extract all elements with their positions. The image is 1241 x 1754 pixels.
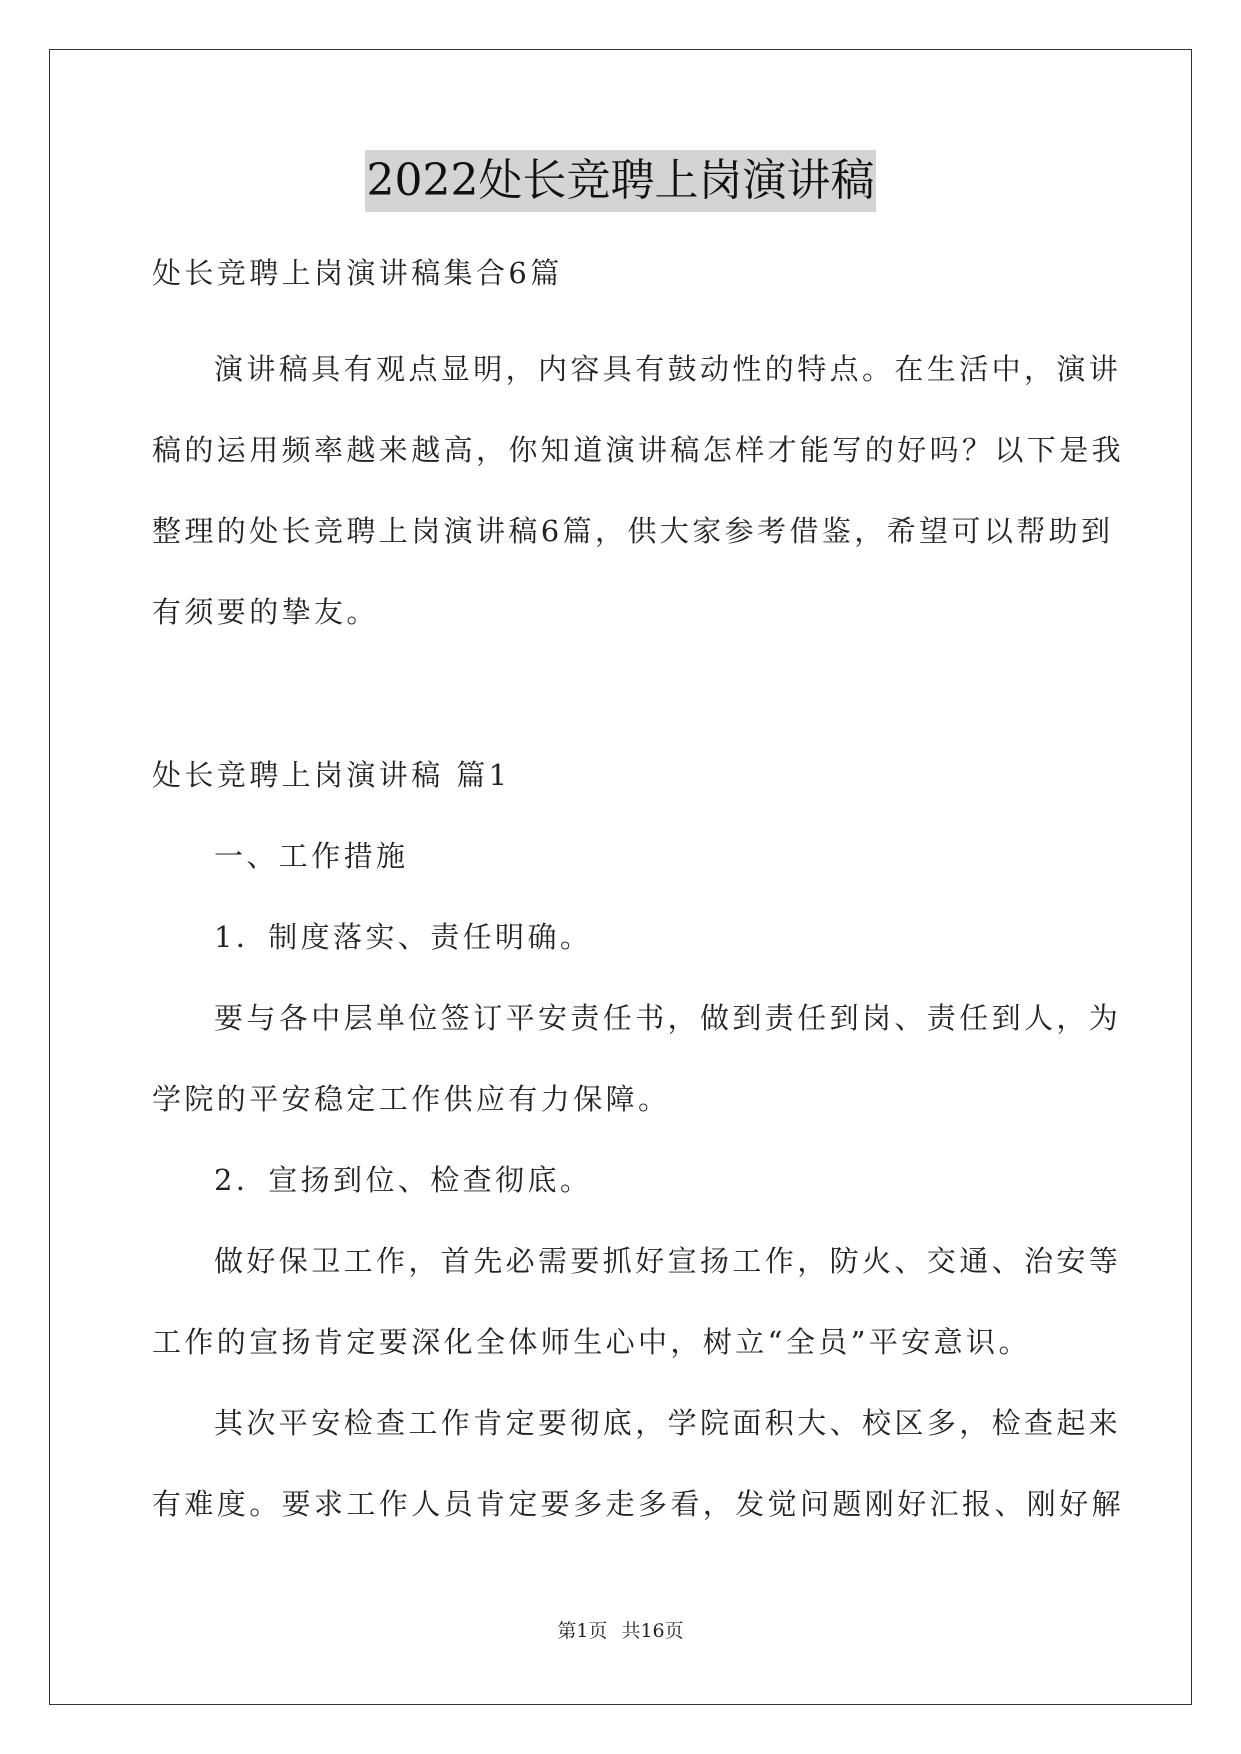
intro-line-3: 整理的处长竞聘上岗演讲稿6篇，供大家参考借鉴，希望可以帮助到 (152, 514, 1114, 548)
document-title: 2022处长竞聘上岗演讲稿 (365, 150, 877, 212)
body-line-1: 一、工作措施 (214, 839, 409, 873)
body-line-2: 1．制度落实、责任明确。 (214, 920, 593, 954)
body-line-7: 工作的宣扬肯定要深化全体师生心中，树立“全员”平安意识。 (152, 1325, 1031, 1359)
section-heading: 处长竞聘上岗演讲稿 篇1 (152, 758, 511, 792)
page-total: 共16页 (621, 1620, 684, 1642)
page-number: 第1页 (557, 1620, 608, 1642)
body-line-8: 其次平安检查工作肯定要彻底，学院面积大、校区多，检查起来 (214, 1406, 1122, 1440)
body-line-5: 2．宣扬到位、检查彻底。 (214, 1163, 593, 1197)
body-line-6: 做好保卫工作，首先必需要抓好宣扬工作，防火、交通、治安等 (214, 1244, 1122, 1278)
intro-line-2: 稿的运用频率越来越高，你知道演讲稿怎样才能写的好吗？以下是我 (152, 433, 1125, 467)
page-footer (0, 1618, 1241, 1644)
intro-line-1: 演讲稿具有观点显明，内容具有鼓动性的特点。在生活中，演讲 (214, 352, 1122, 386)
page-border (49, 49, 1192, 1705)
document-subtitle: 处长竞聘上岗演讲稿集合6篇 (152, 256, 563, 290)
title-container (0, 150, 1241, 212)
body-line-3: 要与各中层单位签订平安责任书，做到责任到岗、责任到人，为 (214, 1001, 1122, 1035)
intro-line-4: 有须要的挚友。 (152, 595, 379, 629)
body-line-4: 学院的平安稳定工作供应有力保障。 (152, 1082, 671, 1116)
body-line-9: 有难度。要求工作人员肯定要多走多看，发觉问题刚好汇报、刚好解 (152, 1487, 1125, 1521)
